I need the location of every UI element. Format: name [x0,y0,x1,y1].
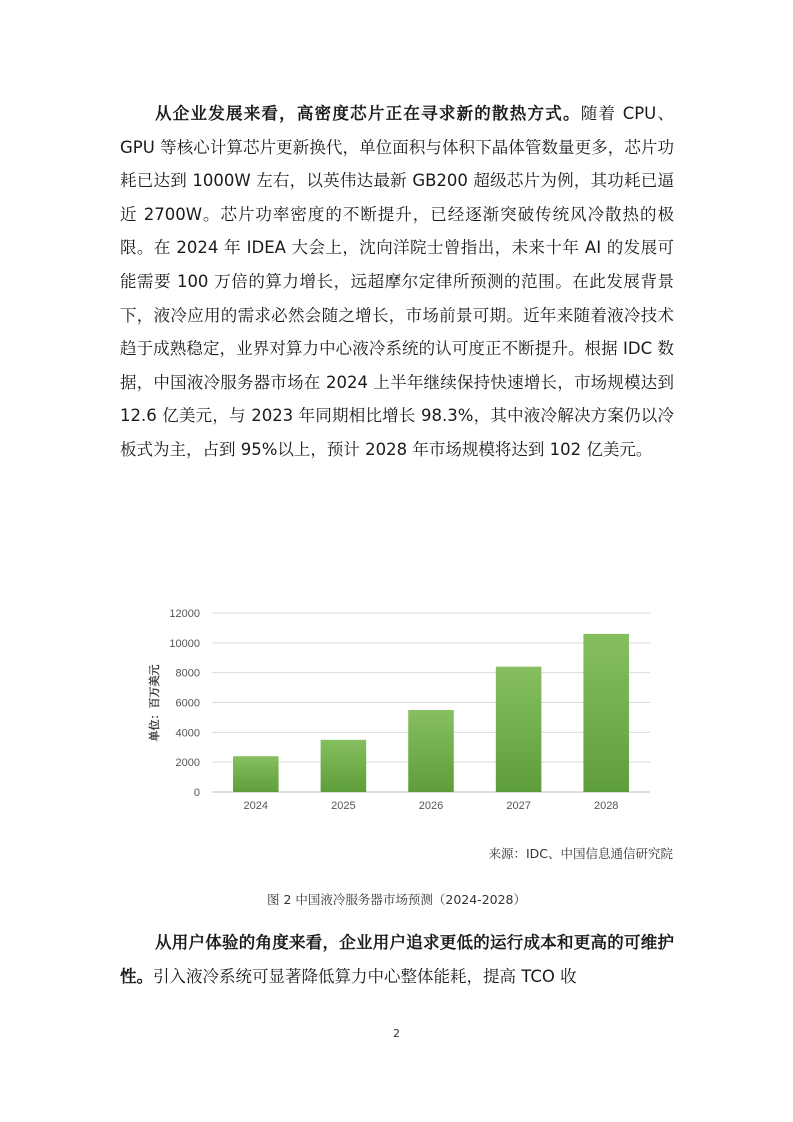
paragraph-user-experience [120,926,674,993]
bar-2027 [496,667,542,792]
bar-2026 [408,710,454,792]
page-number: 2 [393,1027,400,1040]
x-tick-label: 2024 [243,800,269,812]
figure-caption: 图 2 中国液冷服务器市场预测（2024-2028） [266,892,527,907]
x-tick-label: 2025 [331,800,356,812]
y-tick-label: 12000 [169,608,200,620]
x-tick-label: 2028 [593,800,619,812]
paragraph-lead: 从用户体验的角度来看，企业用户追求更低的运行成本和更高的可维护性。 [120,933,674,986]
y-tick-label: 6000 [175,697,200,710]
bar-2028 [583,634,629,792]
paragraph-enterprise [120,97,674,467]
y-tick-label: 2000 [175,757,200,770]
paragraph-body: 引入液冷系统可显著降低算力中心整体能耗，提高 TCO 收 [153,966,577,986]
y-tick-label: 0 [193,787,200,799]
source-note: 来源：IDC、中国信息通信研究院 [488,846,673,861]
market-forecast-chart [140,598,660,828]
x-tick-label: 2027 [506,800,531,812]
y-tick-label: 8000 [175,667,200,680]
bar-2024 [233,756,279,792]
x-tick-label: 2026 [418,800,444,812]
paragraph-lead: 从企业发展来看，高密度芯片正在寻求新的散热方式。 [155,104,581,123]
paragraph-body: 随着 CPU、GPU 等核心计算芯片更新换代，单位面积与体积下晶体管数量更多，芯片功耗已达到 1000W 左右，以英伟达最新 GB200 超级芯片为例，其功耗已逼近 2700W。芯片功率密度的不断提升，已经逐渐突破传统风冷散热的极限。在 2024 年 IDEA 大会上，沈向洋院士曾指出，未来十年 AI 的发展可能需要 100 万倍的算力增长，远超摩尔定律所预测的范围。在此发展背景下，液冷应用的需求必然会随之增长，市场前景可期。近年来随着液冷技术趋于成熟稳定，业界对算力中心液冷系统的认可度正不断提升。根据 IDC 数据，中国液冷服务器市场在 2024 上半年继续保持快速增长，市场规模达到 12.6 亿美元，与 2023 年同期相比增长 98.3%，其中液冷解决方案仍以冷板式为主，占到 95%以上，预计 2028 年市场规模将达到 102 亿美元。 [120,104,675,459]
y-tick-label: 10000 [169,637,200,650]
y-axis-label: 单位：百万美元 [149,664,161,742]
y-tick-label: 4000 [175,727,200,740]
bar-2025 [321,740,367,792]
